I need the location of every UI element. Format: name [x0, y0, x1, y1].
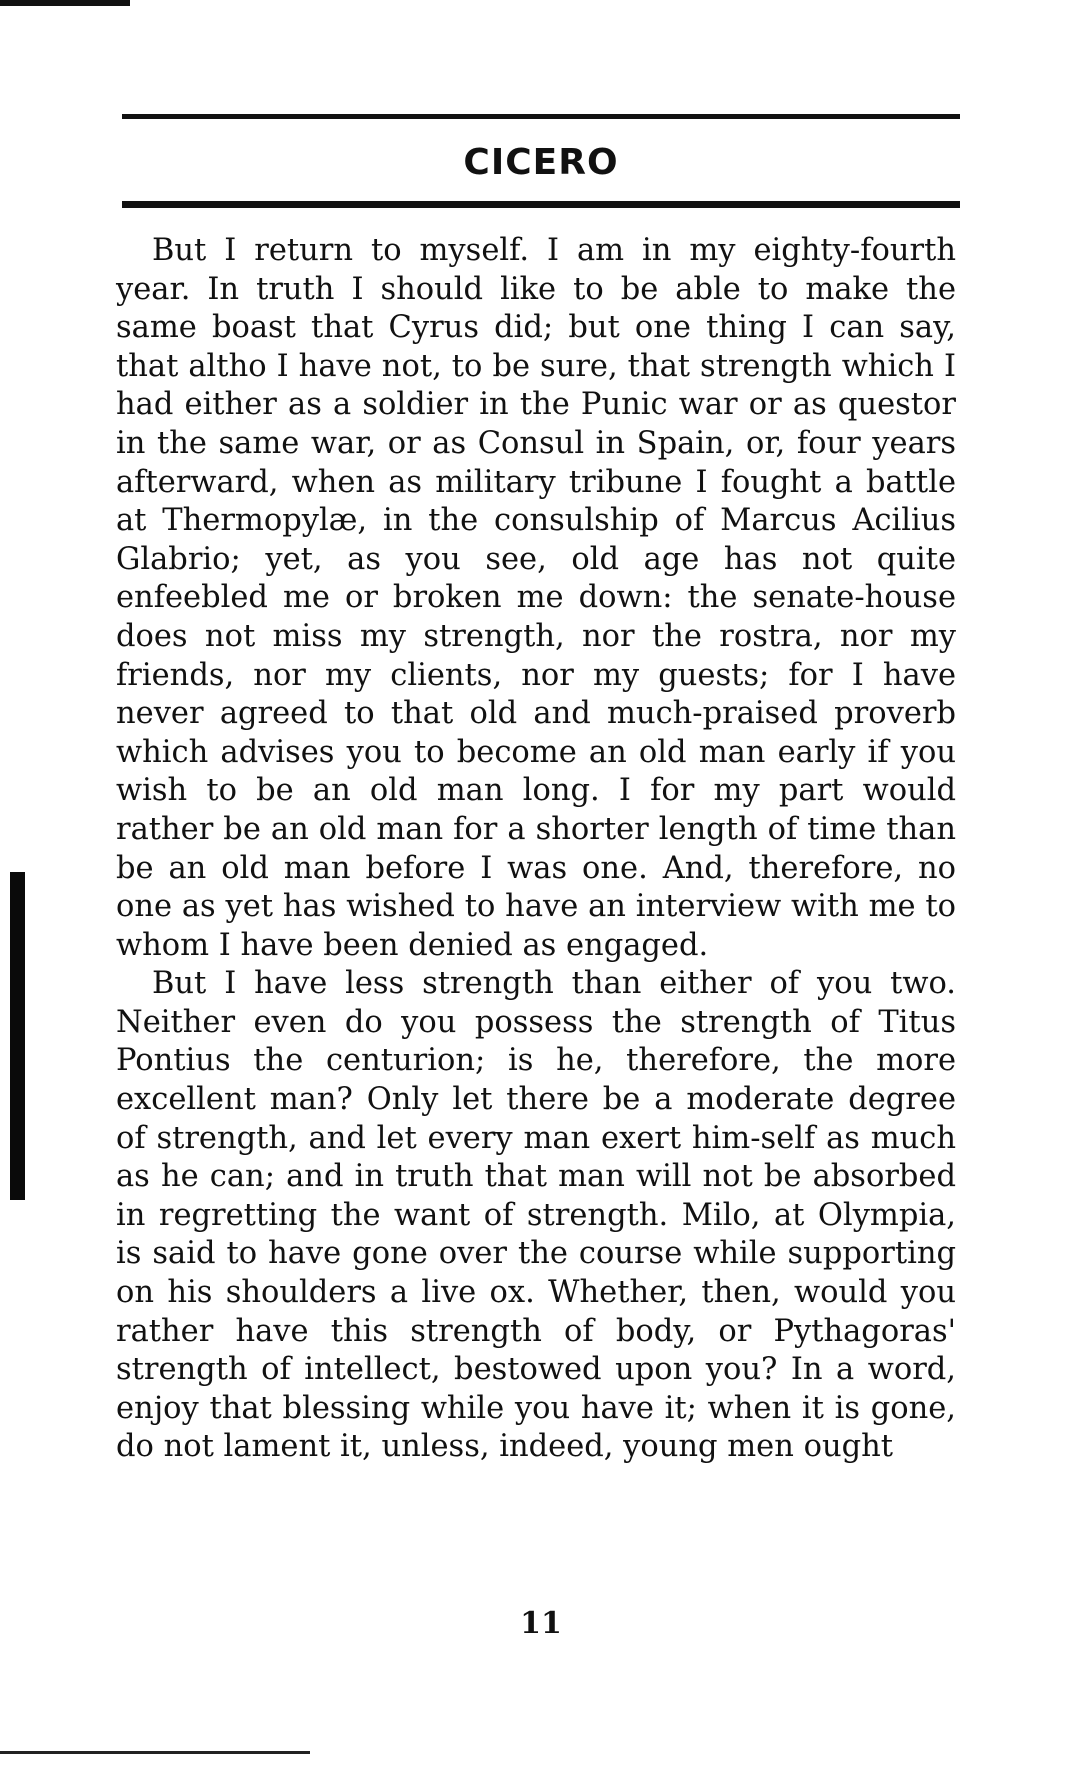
page-body [116, 232, 956, 1467]
running-head: CICERO [463, 142, 619, 183]
scan-edge-mark-bottom [0, 1751, 310, 1754]
header-rule-top [122, 114, 960, 119]
paragraph-2: But I have less strength than either of you two. Neither even do you possess the strength of Titus Pontius the centurion; is he, therefore, the more excellent man? Only let there be a moderate degree of strength, and let every man exert him-self as much as he can; and in truth that man will not be absorbed in regretting the want of strength. Milo, at Olympia, is said to have gone over the course while supporting on his shoulders a live ox. Whether, then, would you rather have this strength of body, or Pythagoras' strength of intellect, bestowed upon you? In a word, enjoy that blessing while you have it; when it is gone, do not lament it, unless, indeed, young men ought [116, 966, 956, 1465]
scan-margin-bar [10, 872, 25, 1200]
scan-edge-mark-top [0, 0, 130, 6]
paragraph-1: But I return to myself. I am in my eighty-fourth year. In truth I should like to be able to make the same boast that Cyrus did; but one thing I can say, that altho I have not, to be sure, that strength which I had either as a soldier in the Punic war or as questor in the same war, or as Consul in Spain, or, four years afterward, when as military tribune I fought a battle at Thermopylæ, in the consulship of Marcus Acilius Glabrio; yet, as you see, old age has not quite enfeebled me or broken me down: the senate-house does not miss my strength, nor the rostra, nor my friends, nor my clients, nor my guests; for I have never agreed to that old and much-praised proverb which advises you to become an old man early if you wish to be an old man long. I for my part would rather be an old man for a shorter length of time than be an old man before I was one. And, therefore, no one as yet has wished to have an interview with me to whom I have been denied as engaged. [116, 233, 956, 963]
header-rule-bottom [122, 201, 960, 208]
page-number: 11 [520, 1606, 562, 1641]
